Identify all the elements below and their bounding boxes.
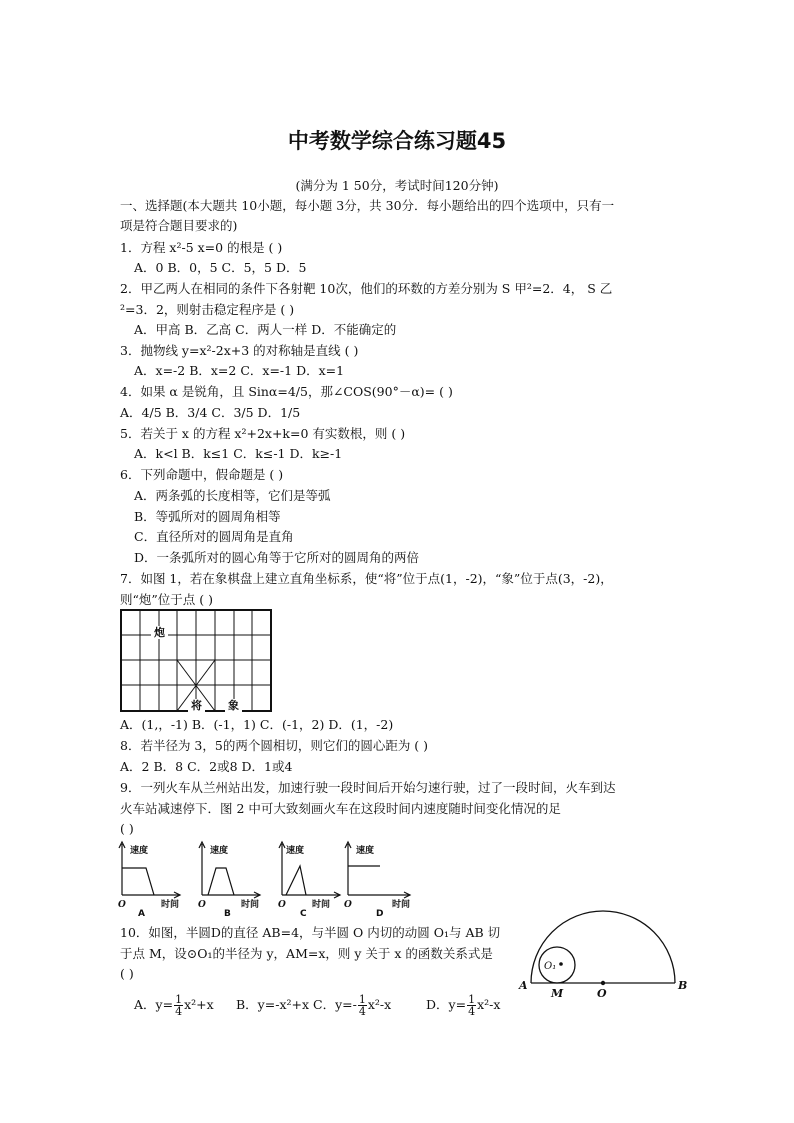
q7-options: A．(1,，-1) B．(-1，1) C．(-1，2) D．(1，-2) <box>120 717 394 732</box>
q10-stem-cont: 于点 M，设⊙O₁的半径为 y，AM=x，则 y 关于 x 的函数关系式是 <box>120 946 493 961</box>
q7-stem-cont: 则“炮”位于点 ( ) <box>120 592 213 607</box>
q6-stem: 6．下列命题中，假命题是 ( ) <box>120 467 284 482</box>
page-title: 中考数学综合练习题45 <box>287 129 507 153</box>
graph-c-origin: O <box>278 900 286 910</box>
graph-a-origin: O <box>118 900 126 910</box>
chess-board-figure <box>120 609 272 713</box>
q8-options: A．2 B．8 C．2或8 D．1或4 <box>120 759 293 774</box>
q10-option-a-suffix: x²+x <box>184 997 214 1012</box>
q10-option-d <box>426 990 500 1020</box>
q3-options: A．x=-2 B．x=2 C．x=-1 D．x=1 <box>134 363 345 378</box>
point-a-label: A <box>519 979 528 992</box>
graph-b-origin: O <box>198 900 206 910</box>
q6-option-b: B．等弧所对的圆周角相等 <box>134 509 281 524</box>
q6-option-d: D．一条弧所对的圆心角等于它所对的圆周角的两倍 <box>134 550 420 565</box>
board-label-pao: 炮 <box>154 626 165 639</box>
point-b-label: B <box>678 979 688 992</box>
graph-b-label: B <box>224 909 231 919</box>
graph-d-origin: O <box>344 900 352 910</box>
graph-c-xlabel: 时间 <box>312 900 331 910</box>
fraction-numerator: 1 <box>468 993 476 1006</box>
fraction-numerator: 1 <box>358 993 366 1006</box>
graph-a-label: A <box>138 909 145 919</box>
q6-option-a: A．两条弧的长度相等，它们是等弧 <box>134 488 331 503</box>
q10-answer-bracket: ( ) <box>120 966 134 981</box>
fraction <box>174 994 183 1017</box>
fraction-numerator: 1 <box>175 993 183 1006</box>
graph-c-label: C <box>300 909 307 919</box>
q5-options: A．k<l B．k≤1 C．k≤-1 D．k≥-1 <box>134 446 343 461</box>
q10-option-c-suffix: x²-x <box>367 997 392 1012</box>
semicircle-figure <box>515 905 690 1000</box>
q5-stem: 5．若关于 x 的方程 x²+2x+k=0 有实数根，则 ( ) <box>120 426 406 441</box>
fraction <box>358 994 367 1017</box>
point-o1-label: O₁ <box>544 961 557 972</box>
speed-graph-a <box>116 840 182 920</box>
graph-a-xlabel: 时间 <box>161 900 180 910</box>
fraction <box>467 994 476 1017</box>
q9-answer-bracket: ( ) <box>120 821 134 836</box>
section-heading-cont: 项是符合题目要求的) <box>120 218 238 233</box>
q4-options: A．4/5 B．3/4 C．3/5 D．1/5 <box>120 405 301 420</box>
q10-option-bc <box>236 990 391 1020</box>
q4-stem: 4．如果 α 是锐角，且 Sinα=4/5，那∠COS(90°－α)= ( ) <box>120 384 453 399</box>
q9-stem: 9．一列火车从兰州站出发，加速行驶一段时间后开始匀速行驶，过了一段时间，火车到达 <box>120 780 616 795</box>
point-o-label: O <box>597 987 607 1000</box>
graph-b-xlabel: 时间 <box>241 900 260 910</box>
q2-stem: 2．甲乙两人在相同的条件下各射靶 10次，他们的环数的方差分别为 S 甲²=2．4， S 乙 <box>120 281 613 296</box>
graph-b-ylabel: 速度 <box>210 846 229 856</box>
q1-stem: 1．方程 x²-5 x=0 的根是 ( ) <box>120 240 283 255</box>
fraction-denominator: 4 <box>358 1005 366 1018</box>
board-label-xiang: 象 <box>228 699 239 712</box>
speed-graph-c <box>276 840 342 920</box>
q8-stem: 8．若半径为 3，5的两个圆相切，则它们的圆心距为 ( ) <box>120 738 429 753</box>
graph-c-ylabel: 速度 <box>286 846 305 856</box>
q7-stem: 7．如图 1，若在象棋盘上建立直角坐标系，使“将”位于点(1，-2)，“象”位于点(3，-2)， <box>120 571 613 586</box>
q2-options: A．甲高 B．乙高 C．两人一样 D．不能确定的 <box>134 322 397 337</box>
q9-stem-cont: 火车站减速停下．图 2 中可大致刻画火车在这段时间内速度随时间变化情况的足 <box>120 801 561 816</box>
q6-option-c: C．直径所对的圆周角是直角 <box>134 529 294 544</box>
graph-d-xlabel: 时间 <box>392 900 411 910</box>
speed-graph-d <box>342 840 414 920</box>
section-heading: 一、选择题(本大题共 10小题，每小题 3分，共 30分．每小题给出的四个选项中，只有一 <box>120 198 615 213</box>
q10-option-a <box>134 990 214 1020</box>
fraction-denominator: 4 <box>175 1005 183 1018</box>
speed-graph-b <box>196 840 262 920</box>
graph-a-ylabel: 速度 <box>130 846 149 856</box>
q1-options: A．0 B．0，5 C．5，5 D．5 <box>134 260 307 275</box>
q3-stem: 3．抛物线 y=x²-2x+3 的对称轴是直线 ( ) <box>120 343 359 358</box>
q10-option-d-suffix: x²-x <box>477 997 501 1012</box>
q10-option-d-prefix: D．y= <box>426 997 467 1012</box>
q10-option-bc-prefix: B．y=-x²+x C．y=- <box>236 997 357 1012</box>
q10-option-a-prefix: A．y= <box>134 997 174 1012</box>
exam-info: (满分为 1 50分，考试时间120分钟) <box>295 178 499 193</box>
board-label-jiang: 将 <box>191 699 202 712</box>
fraction-denominator: 4 <box>468 1005 476 1018</box>
graph-d-label: D <box>376 909 384 919</box>
point-m-label: M <box>551 987 564 1000</box>
q10-stem: 10．如图，半圆D的直径 AB=4，与半圆 O 内切的动圆 O₁与 AB 切 <box>120 925 501 940</box>
q2-stem-cont: ²=3．2，则射击稳定程序是 ( ) <box>120 302 295 317</box>
graph-d-ylabel: 速度 <box>356 846 375 856</box>
